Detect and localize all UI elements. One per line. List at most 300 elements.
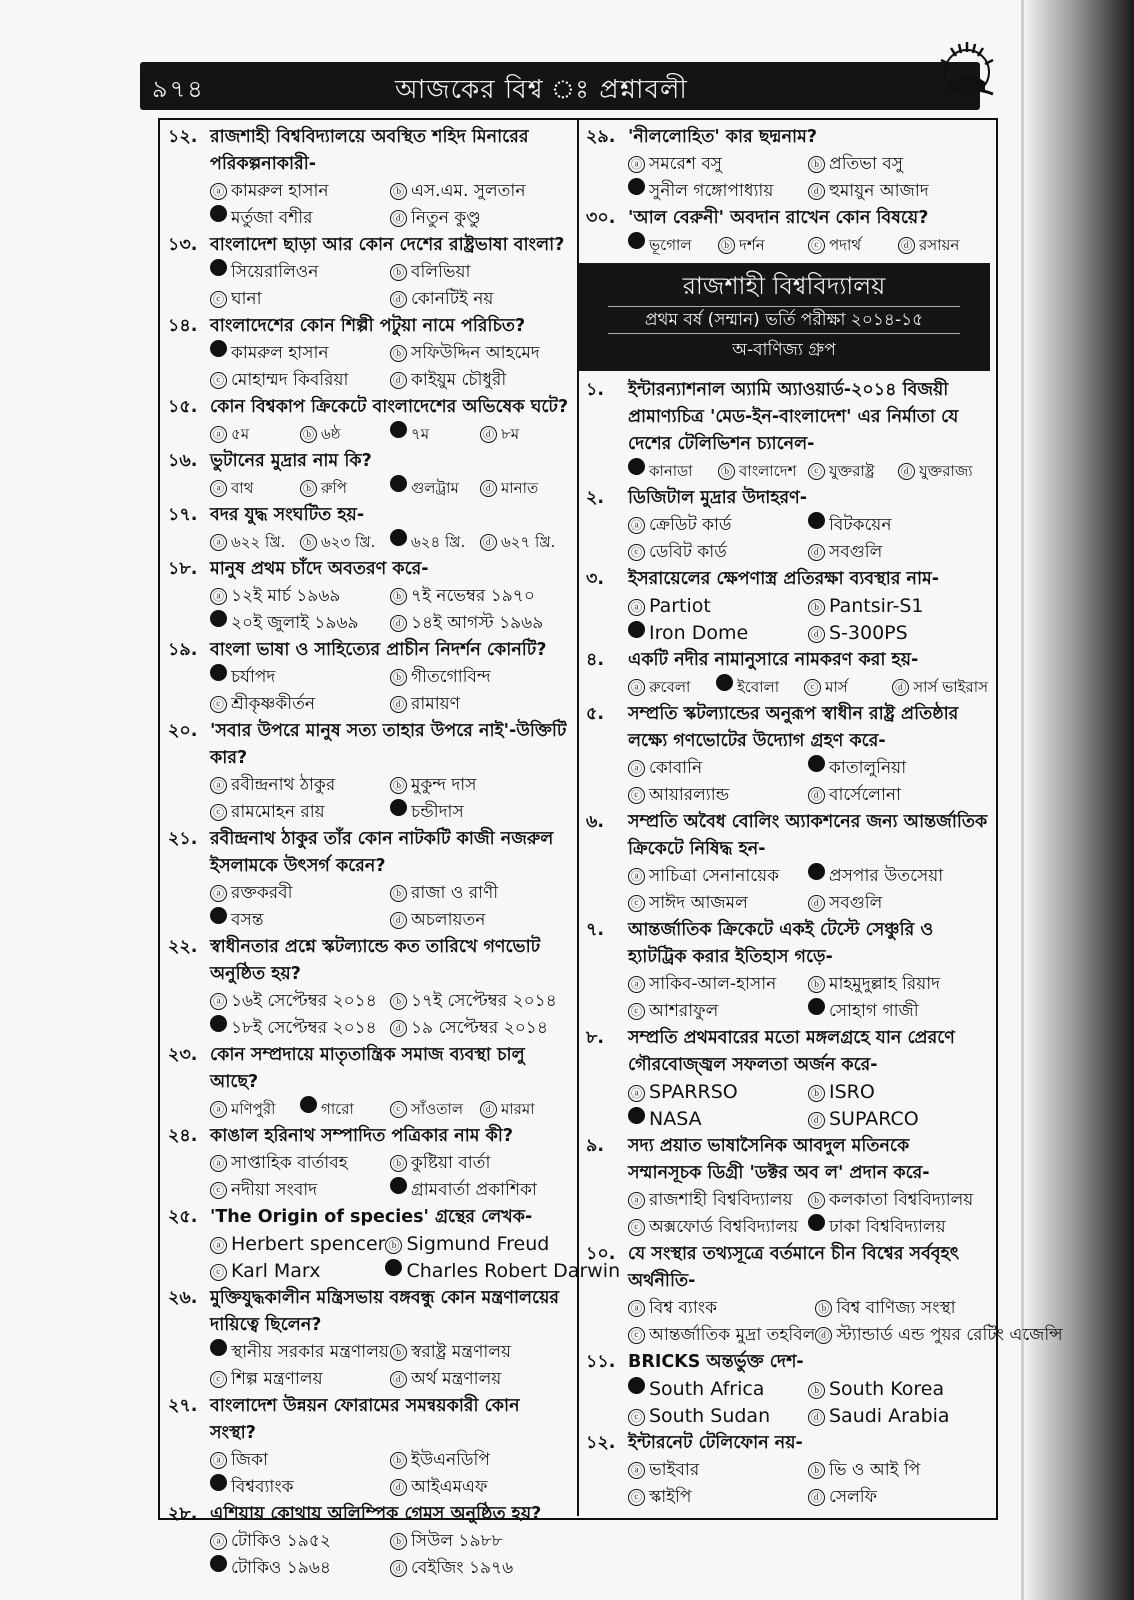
question: [168, 1393, 570, 1501]
answer-option: [808, 755, 988, 782]
option-text: মোহাম্মদ কিবরিয়া: [231, 370, 349, 390]
correct-answer-marker-icon: [210, 664, 227, 681]
option-text: কলকাতা বিশ্ববিদ্যালয়: [829, 1190, 974, 1210]
question: [586, 1430, 988, 1511]
option-letter-marker: ⓑ: [718, 237, 735, 254]
correct-answer-marker-icon: [628, 621, 645, 638]
option-list: [168, 529, 570, 556]
option-text: ১২ই মার্চ ১৯৬৯: [231, 586, 341, 606]
question-head: [168, 718, 570, 772]
option-text: রুবেলা: [649, 678, 691, 696]
correct-answer-marker-icon: [210, 907, 227, 924]
option-letter-marker: ⓑ: [808, 156, 825, 173]
option-text: South Korea: [829, 1378, 945, 1400]
option-list: [168, 880, 570, 934]
option-letter-marker: ⓑ: [300, 534, 317, 551]
answer-option: [300, 529, 390, 556]
section-title: রাজশাহী বিশ্ববিদ্যালয়: [682, 272, 886, 300]
answer-option: [718, 458, 808, 485]
answer-option: [628, 1484, 808, 1511]
option-text: ৫ম: [231, 425, 250, 443]
answer-option: [628, 512, 808, 539]
option-text: ১৬ই সেপ্টেম্বর ২০১৪: [231, 991, 377, 1011]
option-text: Iron Dome: [649, 622, 749, 644]
answer-option: [628, 1079, 808, 1106]
question: [168, 124, 570, 232]
question-number: ১.: [586, 380, 605, 400]
answer-option: [628, 593, 808, 620]
question-head: [168, 1123, 570, 1150]
option-letter-marker: ⓐ: [210, 534, 227, 551]
option-list: [168, 421, 570, 448]
option-text: সবগুলি: [829, 542, 883, 562]
option-letter-marker: ⓑ: [718, 463, 735, 480]
option-letter-marker: ⓓ: [898, 237, 915, 254]
question-head: [586, 377, 988, 458]
option-letter-marker: ⓓ: [390, 1479, 407, 1496]
option-text: সিউল ১৯৮৮: [411, 1531, 503, 1551]
answer-option: [628, 232, 718, 259]
option-list: [586, 1079, 988, 1133]
option-text: দর্শন: [739, 236, 765, 254]
answer-option: [390, 421, 480, 448]
correct-answer-marker-icon: [300, 1096, 317, 1113]
option-letter-marker: ⓓ: [808, 895, 825, 912]
question: [586, 1133, 988, 1241]
answer-option: [210, 880, 390, 907]
option-text: ১৯ সেপ্টেম্বর ২০১৪: [411, 1018, 548, 1038]
question-text: সম্প্রতি অবৈধ বোলিং অ্যাকশনের জন্য আন্তর্জাতিক ক্রিকেটে নিষিদ্ধ হন-: [628, 812, 988, 859]
question-head: [586, 1133, 988, 1187]
option-text: শ্রীকৃষ্ণকীর্তন: [231, 694, 316, 714]
answer-option: [808, 1187, 988, 1214]
answer-option: [210, 1528, 390, 1555]
option-text: সেলফি: [829, 1487, 878, 1507]
option-letter-marker: ⓓ: [808, 183, 825, 200]
option-text: অচলায়তন: [411, 910, 486, 930]
answer-option: [808, 539, 988, 566]
question: [168, 934, 570, 1042]
option-letter-marker: ⓒ: [390, 1101, 407, 1118]
answer-option: [300, 421, 390, 448]
exam-section-banner: [578, 263, 990, 371]
answer-option: [808, 151, 988, 178]
option-letter-marker: ⓑ: [808, 976, 825, 993]
option-text: ইউএনডিপি: [411, 1450, 490, 1470]
answer-option: [390, 583, 570, 610]
emblem-icon: [935, 38, 999, 102]
answer-option: [808, 232, 898, 259]
correct-answer-marker-icon: [628, 178, 645, 195]
page-number: ৯৭৪: [152, 75, 205, 103]
option-text: হুমায়ুন আজাদ: [829, 181, 929, 201]
option-text: কামরুল হাসান: [231, 181, 329, 201]
question: [586, 917, 988, 1025]
question-text: 'সবার উপরে মানুষ সত্য তাহার উপরে নাই'-উক্তিটি কার?: [210, 721, 567, 768]
option-text: মণিপুরী: [231, 1100, 276, 1118]
answer-option: [808, 1484, 988, 1511]
question: [168, 718, 570, 826]
option-text: গারো: [321, 1100, 354, 1118]
question: [586, 1025, 988, 1133]
answer-option: [808, 512, 988, 539]
answer-option: [892, 674, 988, 701]
question-text: বাংলাদেশের কোন শিল্পী পটুয়া নামে পরিচিত?: [210, 316, 526, 336]
option-letter-marker: ⓒ: [210, 291, 227, 308]
question-number: ১২.: [168, 127, 198, 147]
answer-option: [628, 998, 808, 1025]
option-text: চন্ডীদাস: [411, 802, 464, 822]
answer-option: [210, 1339, 390, 1366]
option-letter-marker: ⓓ: [815, 1327, 832, 1344]
answer-option: [210, 1258, 385, 1285]
question-text: কোন বিশ্বকাপ ক্রিকেটে বাংলাদেশের অভিষেক ঘটে?: [210, 397, 569, 417]
section-subtitle: প্রথম বর্ষ (সম্মান) ভর্তি পরীক্ষা ২০১৪-১৫: [608, 306, 960, 334]
option-letter-marker: ⓓ: [808, 1112, 825, 1129]
answer-option: [210, 421, 300, 448]
option-text: রামমোহন রায়: [231, 802, 325, 822]
option-text: টোকিও ১৯৬৪: [231, 1558, 331, 1578]
option-text: রামায়ণ: [411, 694, 460, 714]
answer-option: [390, 1096, 480, 1123]
option-letter-marker: ⓐ: [210, 1237, 227, 1254]
option-letter-marker: ⓐ: [628, 679, 645, 696]
question-number: ৩.: [586, 569, 605, 589]
option-letter-marker: ⓓ: [390, 696, 407, 713]
question: [586, 701, 988, 809]
question-number: ২৭.: [168, 1396, 198, 1416]
question-head: [586, 124, 988, 151]
option-text: এস.এম. সুলতান: [411, 181, 526, 201]
option-text: ভাইবার: [649, 1460, 700, 1480]
answer-option: [385, 1231, 620, 1258]
option-letter-marker: ⓑ: [390, 588, 407, 605]
answer-option: [390, 1177, 570, 1204]
question-head: [168, 502, 570, 529]
question-head: [586, 647, 988, 674]
correct-answer-marker-icon: [390, 421, 407, 438]
answer-option: [480, 529, 570, 556]
option-text: আন্তর্জাতিক মুদ্রা তহবিল: [649, 1325, 816, 1345]
right-column-bottom: [586, 377, 1063, 1511]
option-text: বিটকয়েন: [829, 515, 892, 535]
answer-option: [808, 178, 988, 205]
answer-option: [628, 151, 808, 178]
option-letter-marker: ⓓ: [390, 372, 407, 389]
option-text: বেইজিং ১৯৭৬: [411, 1558, 514, 1578]
option-text: সাঁওতাল: [411, 1100, 464, 1118]
answer-option: [390, 1528, 570, 1555]
option-letter-marker: ⓓ: [390, 1371, 407, 1388]
question-head: [168, 1204, 570, 1231]
question-head: [586, 1241, 988, 1295]
correct-answer-marker-icon: [808, 512, 825, 529]
option-letter-marker: ⓐ: [210, 1452, 227, 1469]
answer-option: [390, 907, 570, 934]
section-group: অ-বাণিজ্য গ্রুপ: [732, 340, 836, 360]
option-letter-marker: ⓓ: [480, 426, 497, 443]
option-text: পদার্থ: [829, 236, 862, 254]
answer-option: [628, 458, 718, 485]
option-letter-marker: ⓐ: [210, 1155, 227, 1172]
option-text: গ্রামবার্তা প্রকাশিকা: [411, 1180, 537, 1200]
option-list: [168, 259, 570, 313]
option-text: কানাডা: [649, 462, 693, 480]
option-text: ISRO: [829, 1081, 875, 1103]
correct-answer-marker-icon: [385, 1259, 402, 1276]
option-text: বিশ্ব ব্যাংক: [649, 1298, 717, 1318]
option-list: [168, 1528, 570, 1582]
answer-option: [210, 1231, 385, 1258]
question-number: ১০.: [586, 1244, 616, 1264]
option-text: সিয়েরালিওন: [231, 262, 319, 282]
answer-option: [628, 755, 808, 782]
option-text: বিশ্বব্যাংক: [231, 1477, 294, 1497]
question-text: বাংলা ভাষা ও সাহিত্যের প্রাচীন নিদর্শন কোনটি?: [210, 640, 547, 660]
option-letter-marker: ⓓ: [480, 480, 497, 497]
answer-option: [628, 539, 808, 566]
answer-option: [628, 1187, 808, 1214]
option-text: ৬ষ্ঠ: [321, 425, 341, 443]
answer-option: [628, 1214, 808, 1241]
option-letter-marker: ⓒ: [808, 463, 825, 480]
answer-option: [628, 971, 808, 998]
option-letter-marker: ⓒ: [804, 679, 821, 696]
option-letter-marker: ⓓ: [390, 615, 407, 632]
answer-option: [390, 529, 480, 556]
option-text: NASA: [649, 1108, 702, 1130]
option-list: [168, 1339, 570, 1393]
option-letter-marker: ⓒ: [628, 895, 645, 912]
right-column-top: [586, 124, 988, 259]
option-letter-marker: ⓐ: [628, 760, 645, 777]
question-text: যে সংস্থার তথ্যসূত্রে বর্তমানে চীন বিশ্বের সর্ববৃহৎ অর্থনীতি-: [628, 1244, 960, 1291]
option-list: [586, 151, 988, 205]
option-letter-marker: ⓒ: [210, 372, 227, 389]
option-text: South Sudan: [649, 1405, 771, 1427]
option-list: [586, 863, 988, 917]
option-text: ৬২৩ খ্রি.: [321, 533, 376, 551]
answer-option: [390, 475, 480, 502]
option-text: কাতালুনিয়া: [829, 758, 907, 778]
option-letter-marker: ⓐ: [210, 426, 227, 443]
option-letter-marker: ⓒ: [808, 237, 825, 254]
answer-option: [390, 1150, 570, 1177]
option-letter-marker: ⓐ: [210, 183, 227, 200]
question-text: ইন্টারনেট টেলিফোন নয়-: [628, 1433, 803, 1453]
option-text: স্বরাষ্ট্র মন্ত্রণালয়: [411, 1342, 511, 1362]
option-text: ১৭ই সেপ্টেম্বর ২০১৪: [411, 991, 557, 1011]
answer-option: [390, 286, 570, 313]
answer-option: [210, 1177, 390, 1204]
answer-option: [390, 340, 570, 367]
option-list: [586, 971, 988, 1025]
question-head: [168, 394, 570, 421]
correct-answer-marker-icon: [210, 1339, 227, 1356]
question-head: [586, 1430, 988, 1457]
question-number: ২৮.: [168, 1504, 198, 1524]
question-head: [168, 934, 570, 988]
question-number: ২২.: [168, 937, 198, 957]
option-letter-marker: ⓑ: [808, 1462, 825, 1479]
option-text: শিল্প মন্ত্রণালয়: [231, 1369, 323, 1389]
answer-option: [390, 1555, 570, 1582]
correct-answer-marker-icon: [628, 458, 645, 475]
option-letter-marker: ⓒ: [628, 1219, 645, 1236]
option-text: ১৪ই আগস্ট ১৯৬৯: [411, 613, 544, 633]
option-letter-marker: ⓐ: [210, 1101, 227, 1118]
option-text: Karl Marx: [231, 1260, 321, 1282]
option-text: ডেবিট কার্ড: [649, 542, 727, 562]
option-letter-marker: ⓐ: [628, 1462, 645, 1479]
answer-option: [628, 1376, 808, 1403]
answer-option: [210, 583, 390, 610]
option-letter-marker: ⓑ: [390, 777, 407, 794]
option-letter-marker: ⓑ: [390, 993, 407, 1010]
question-text: সম্প্রতি প্রথমবারের মতো মঙ্গলগ্রহে যান প্রেরণে গৌরবোজ্জ্বল সফলতা অর্জন করে-: [628, 1028, 955, 1075]
option-list: [586, 458, 988, 485]
option-list: [586, 1457, 988, 1511]
question: [168, 826, 570, 934]
option-letter-marker: ⓒ: [210, 1182, 227, 1199]
answer-option: [210, 1474, 390, 1501]
option-text: কোবানি: [649, 758, 703, 778]
question-head: [586, 917, 988, 971]
answer-option: [628, 178, 808, 205]
option-letter-marker: ⓓ: [808, 1409, 825, 1426]
option-letter-marker: ⓑ: [300, 480, 317, 497]
answer-option: [628, 1106, 808, 1133]
option-text: সবগুলি: [829, 893, 883, 913]
option-letter-marker: ⓐ: [628, 1085, 645, 1102]
question-number: ৪.: [586, 650, 605, 670]
correct-answer-marker-icon: [210, 610, 227, 627]
option-letter-marker: ⓓ: [480, 1101, 497, 1118]
option-list: [586, 674, 988, 701]
option-letter-marker: ⓐ: [628, 868, 645, 885]
option-text: Partiot: [649, 595, 711, 617]
option-letter-marker: ⓑ: [390, 183, 407, 200]
option-list: [586, 755, 988, 809]
option-text: SUPARCO: [829, 1108, 919, 1130]
question: [586, 377, 988, 485]
question-head: [586, 1349, 988, 1376]
option-text: কাইয়ুম চৌধুরী: [411, 370, 507, 390]
question-text: বাংলাদেশ ছাড়া আর কোন দেশের রাষ্ট্রভাষা বাংলা?: [210, 235, 565, 255]
question-text: মানুষ প্রথম চাঁদে অবতরণ করে-: [210, 559, 429, 579]
option-text: বসন্ত: [231, 910, 264, 930]
option-text: সমরেশ বসু: [649, 154, 723, 174]
question-number: ৮.: [586, 1028, 605, 1048]
question-number: ১৩.: [168, 235, 198, 255]
option-text: রসায়ন: [919, 236, 960, 254]
option-list: [586, 593, 988, 647]
answer-option: [815, 1295, 1062, 1322]
question-head: [168, 826, 570, 880]
option-list: [586, 232, 988, 259]
question-head: [168, 637, 570, 664]
answer-option: [210, 1447, 390, 1474]
question-text: রাজশাহী বিশ্ববিদ্যালয়ে অবস্থিত শহিদ মিনারের পরিকল্পনাকারী-: [210, 127, 529, 174]
correct-answer-marker-icon: [390, 475, 407, 492]
option-text: ১৮ই সেপ্টেম্বর ২০১৪: [231, 1018, 377, 1038]
question-number: ২৪.: [168, 1126, 198, 1146]
question: [586, 809, 988, 917]
option-letter-marker: ⓐ: [628, 599, 645, 616]
question-number: ১৪.: [168, 316, 198, 336]
correct-answer-marker-icon: [628, 232, 645, 249]
option-text: সুনীল গঙ্গোপাধ্যায়: [649, 181, 774, 201]
question-head: [168, 556, 570, 583]
answer-option: [628, 620, 808, 647]
answer-option: [390, 1339, 570, 1366]
answer-option: [390, 367, 570, 394]
option-text: প্রতিভা বসু: [829, 154, 904, 174]
answer-option: [808, 1376, 988, 1403]
question-number: ১৭.: [168, 505, 198, 525]
option-list: [168, 1150, 570, 1204]
option-text: যুক্তরাষ্ট্র: [829, 462, 875, 480]
option-text: ঘানা: [231, 289, 262, 309]
question-number: ৩০.: [586, 208, 616, 228]
answer-option: [808, 863, 988, 890]
option-letter-marker: ⓐ: [210, 993, 227, 1010]
option-text: মানাত: [501, 479, 539, 497]
option-text: সাপ্তাহিক বার্তাবহ: [231, 1153, 348, 1173]
answer-option: [716, 674, 804, 701]
correct-answer-marker-icon: [390, 529, 407, 546]
correct-answer-marker-icon: [210, 205, 227, 222]
question-head: [586, 701, 988, 755]
option-list: [586, 1376, 988, 1430]
answer-option: [808, 782, 988, 809]
answer-option: [808, 1106, 988, 1133]
answer-option: [390, 1447, 570, 1474]
question-head: [168, 232, 570, 259]
option-text: রাজশাহী বিশ্ববিদ্যালয়: [649, 1190, 793, 1210]
answer-option: [804, 674, 892, 701]
answer-option: [815, 1322, 1062, 1349]
option-text: বার্সেলোনা: [829, 785, 901, 805]
answer-option: [210, 205, 390, 232]
question-head: [586, 485, 988, 512]
page-header: [140, 62, 980, 110]
answer-option: [808, 593, 988, 620]
answer-option: [210, 988, 390, 1015]
option-letter-marker: ⓓ: [480, 534, 497, 551]
answer-option: [210, 610, 390, 637]
option-text: সার্স ভাইরাস: [913, 678, 988, 696]
option-letter-marker: ⓑ: [390, 1533, 407, 1550]
question-text: মুক্তিযুদ্ধকালীন মন্ত্রিসভায় বঙ্গবন্ধু কোন মন্ত্রণালয়ের দায়িত্বে ছিলেন?: [210, 1288, 560, 1335]
option-text: মার্স: [825, 678, 848, 696]
option-letter-marker: ⓓ: [390, 210, 407, 227]
answer-option: [480, 475, 570, 502]
question-number: ২.: [586, 488, 605, 508]
answer-option: [808, 1457, 988, 1484]
correct-answer-marker-icon: [808, 998, 825, 1015]
option-letter-marker: ⓐ: [628, 1300, 645, 1317]
question: [168, 448, 570, 502]
option-text: স্থানীয় সরকার মন্ত্রণালয়: [231, 1342, 389, 1362]
answer-option: [808, 458, 898, 485]
option-text: স্ট্যান্ডার্ড এন্ড পুয়র রেটিং এজেন্সি: [836, 1325, 1063, 1345]
option-text: গুলট্রাম: [411, 479, 459, 497]
option-text: বাংলাদেশ: [739, 462, 797, 480]
option-letter-marker: ⓓ: [390, 912, 407, 929]
question: [168, 1042, 570, 1123]
question: [168, 637, 570, 718]
